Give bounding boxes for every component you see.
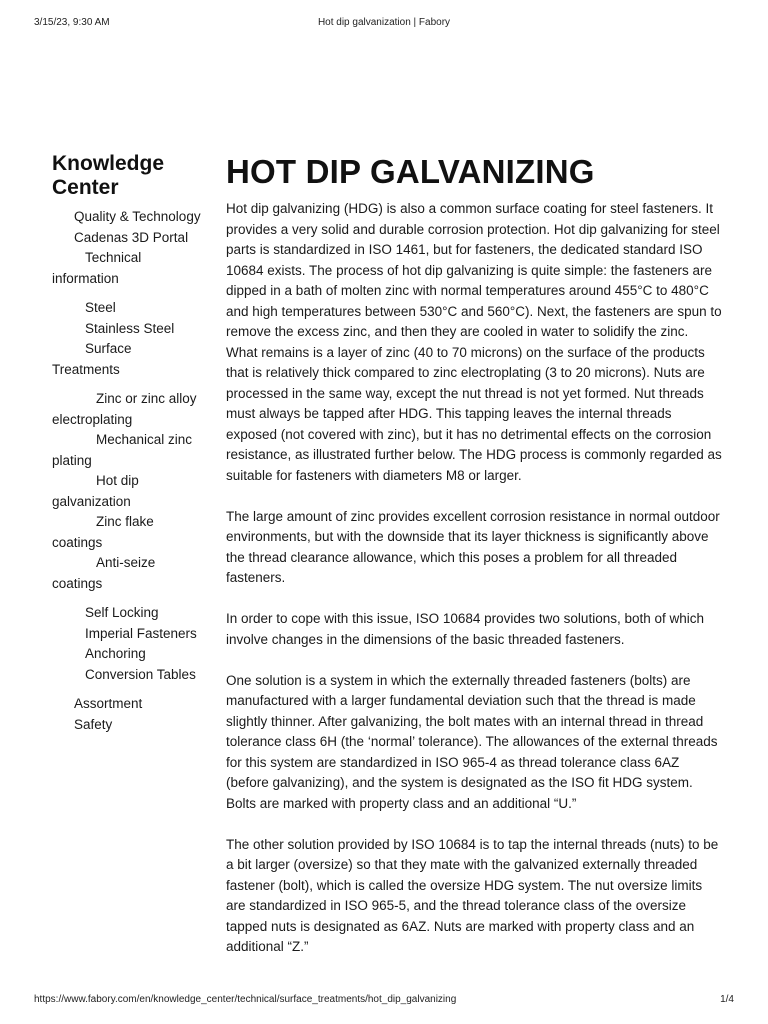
sidebar-item-hot-dip-galvanization[interactable]: Hot dip galvanization (52, 473, 139, 509)
page-title: HOT DIP GALVANIZING (226, 153, 595, 190)
print-page-title: Hot dip galvanization | Fabory (317, 17, 451, 28)
article-paragraph: In order to cope with this issue, ISO 10684 provides two solutions, both of which involve changes in the dimensions of the basic threaded fasteners. (226, 611, 705, 647)
sidebar-item-anti-seize-coatings[interactable]: Anti-seize coatings (52, 555, 156, 591)
sidebar-title: Knowledge Center (52, 152, 165, 199)
print-url: https://www.fabory.com/en/knowledge_center/technical/surface_treatments/hot_dip_galvanizing (34, 994, 457, 1005)
article-paragraph: One solution is a system in which the externally threaded fasteners (bolts) are manufactured with a larger fundamental deviation such that the thread is made slightly thinner. After galvanizing, the bolt mates with an internal thread in thread tolerance class 6H (the ‘normal’ tolerance). The allowances of the external threads for this system are standardized in ISO 965-4 as thread tolerance class 6AZ (before galvanizing), and the system is designated as the ISO fit HDG system. Bolts are marked with property class and an additional “U.” (226, 672, 718, 811)
knowledge-center-sidebar (52, 152, 202, 735)
print-page-number: 1/4 (720, 994, 734, 1005)
sidebar-item-conversion-tables[interactable]: Conversion Tables (85, 666, 196, 682)
sidebar-item-mechanical-zinc-plating[interactable]: Mechanical zinc plating (52, 432, 193, 468)
sidebar-item-cadenas-3d-portal[interactable]: Cadenas 3D Portal (74, 229, 189, 245)
print-footer (34, 994, 734, 1008)
sidebar-item-zinc-electroplating[interactable]: Zinc or zinc alloy electroplating (52, 391, 197, 427)
article-paragraph: The other solution provided by ISO 10684 is to tap the internal threads (nuts) to be a bit larger (oversize) so that they mate with the galvanized externally threaded fastener (bolt), which is called the oversize HDG system. The nut oversize limits are standardized in ISO 965-5, and the thread tolerance class of the oversize tapped nuts is designated as 6AZ. Nuts are marked with property class and an additional “Z.” (226, 836, 719, 954)
sidebar-item-quality-technology[interactable]: Quality & Technology (74, 209, 201, 224)
sidebar-item-assortment[interactable]: Assortment (74, 696, 143, 711)
sidebar-item-technical-information[interactable]: Technical information (52, 250, 142, 286)
sidebar-nav (52, 207, 202, 735)
article-paragraph: The large amount of zinc provides excellent corrosion resistance in normal outdoor environments, but with the downside that its layer thickness is significantly above the thread clearance allowance, which this poses a problem for all threaded fasteners. (226, 508, 720, 585)
print-header (34, 17, 734, 31)
sidebar-item-anchoring[interactable]: Anchoring (85, 646, 146, 661)
sidebar-item-surface-treatments[interactable]: Surface Treatments (52, 341, 132, 377)
sidebar-item-self-locking[interactable]: Self Locking (85, 605, 159, 620)
sidebar-item-safety[interactable]: Safety (74, 716, 113, 732)
sidebar-item-stainless-steel[interactable]: Stainless Steel (85, 320, 175, 336)
sidebar-item-zinc-flake-coatings[interactable]: Zinc flake coatings (52, 514, 154, 550)
sidebar-item-steel[interactable]: Steel (85, 300, 116, 315)
article-content (226, 152, 722, 978)
sidebar-item-imperial-fasteners[interactable]: Imperial Fasteners (85, 625, 197, 641)
print-date: 3/15/23, 9:30 AM (34, 17, 110, 28)
article-paragraph: Hot dip galvanizing (HDG) is also a common surface coating for steel fasteners. It provides a very solid and durable corrosion protection. Hot dip galvanizing for steel parts is standardized in ISO 1461, but for fasteners, the dedicated standard ISO 10684 exists. The process of hot dip galvanizing is quite simple: the fasteners are dipped in a bath of molten zinc with normal temperatures around 455°C to 480°C and high temperatures between 530°C and 560°C). Next, the fasteners are spun to remove the excess zinc, and then they are cooled in water to solidify the zinc. What remains is a layer of zinc (40 to 70 microns) on the surface of the products that is relatively thick compared to zinc electroplating (3 to 20 microns). Nuts are processed in the same way, except the nut thread is not yet formed. Nut threads must always be tapped after HDG. This tapping leaves the internal threads exposed (not covered with zinc), but it has no detrimental effects on the corrosion resistance, as illustrated further below. The HDG process is commonly regarded as suitable for fasteners with diameters M8 or larger. (226, 201, 722, 483)
